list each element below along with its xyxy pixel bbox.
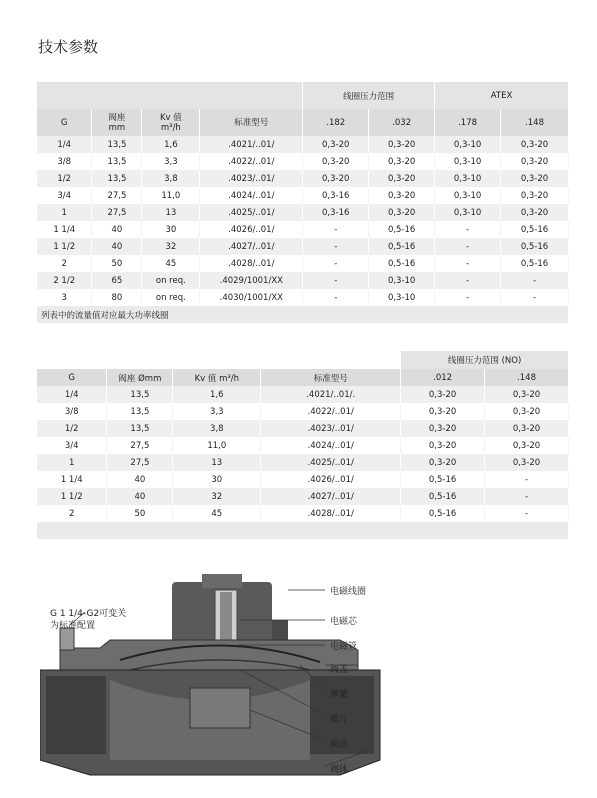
table-cell: .4022/..01/ bbox=[261, 403, 401, 420]
table-cell: 1,6 bbox=[173, 386, 261, 403]
table-cell: - bbox=[303, 289, 369, 306]
t1-header-5: .032 bbox=[369, 109, 435, 136]
technical-table-no bbox=[37, 351, 569, 539]
table-row bbox=[37, 153, 569, 170]
table-cell: 40 bbox=[107, 488, 173, 505]
table-cell: 27,5 bbox=[92, 204, 142, 221]
t1-header-1: 阀座 mm bbox=[92, 109, 142, 136]
table-cell: - bbox=[303, 221, 369, 238]
table-cell: 3/4 bbox=[37, 187, 92, 204]
table-cell: .4024/..01/ bbox=[200, 187, 303, 204]
table-cell: 11,0 bbox=[173, 437, 261, 454]
table-cell: 40 bbox=[92, 238, 142, 255]
table-cell: 0,3-20 bbox=[501, 136, 569, 153]
t2-header-2: Kv 值 m³/h bbox=[173, 369, 261, 386]
diagram-note-line2: 为标准配置 bbox=[50, 621, 96, 631]
table-cell: - bbox=[303, 255, 369, 272]
t1-header-6: .178 bbox=[435, 109, 501, 136]
technical-table-nc bbox=[37, 82, 569, 323]
label-spring: 弹簧 bbox=[330, 690, 349, 700]
table-cell: - bbox=[501, 289, 569, 306]
table-note: 列表中的流量值对应最大功率线圈 bbox=[37, 306, 569, 323]
table-cell: 50 bbox=[107, 505, 173, 522]
table-cell: 2 1/2 bbox=[37, 272, 92, 289]
table-cell: on req. bbox=[142, 289, 200, 306]
table-cell: 0,5-16 bbox=[401, 471, 485, 488]
table-cell: 40 bbox=[92, 221, 142, 238]
table-cell: 0,3-20 bbox=[401, 437, 485, 454]
table-row bbox=[37, 221, 569, 238]
table-row bbox=[37, 403, 569, 420]
table-cell: 0,3-16 bbox=[303, 187, 369, 204]
table-cell: .4021/..01/. bbox=[261, 386, 401, 403]
table-cell: 0,5-16 bbox=[369, 221, 435, 238]
table-cell: 0,5-16 bbox=[401, 505, 485, 522]
table-cell: 0,3-20 bbox=[401, 386, 485, 403]
table-cell: - bbox=[435, 221, 501, 238]
table-cell: 40 bbox=[107, 471, 173, 488]
table-cell: 3/8 bbox=[37, 403, 107, 420]
table-row bbox=[37, 272, 569, 289]
table-cell: .4026/..01/ bbox=[200, 221, 303, 238]
table-cell: 0,3-10 bbox=[435, 153, 501, 170]
table-cell: 27,5 bbox=[107, 454, 173, 471]
table-cell: 1/4 bbox=[37, 136, 92, 153]
table-cell: 3,3 bbox=[173, 403, 261, 420]
label-solenoid-coil: 电磁线圈 bbox=[330, 587, 367, 597]
table-cell: 0,3-10 bbox=[435, 170, 501, 187]
table-cell: 0,3-20 bbox=[501, 187, 569, 204]
label-diaphragm: 膜片 bbox=[330, 715, 349, 725]
table-cell: .4028/..01/ bbox=[261, 505, 401, 522]
table-cell: 0,3-20 bbox=[485, 437, 569, 454]
table-row bbox=[37, 255, 569, 272]
table-cell: 3,3 bbox=[142, 153, 200, 170]
table-cell: - bbox=[435, 272, 501, 289]
label-solenoid-tube: 电磁管 bbox=[330, 642, 358, 652]
table-row bbox=[37, 289, 569, 306]
table-cell: .4030/1001/XX bbox=[200, 289, 303, 306]
table-cell: 0,3-20 bbox=[501, 153, 569, 170]
table-cell: .4028/..01/ bbox=[200, 255, 303, 272]
group-header-atex: ATEX bbox=[435, 82, 569, 109]
table-cell: .4022/..01/ bbox=[200, 153, 303, 170]
table-cell: 13 bbox=[142, 204, 200, 221]
table-cell: - bbox=[435, 238, 501, 255]
label-bonnet: 阀盖 bbox=[330, 665, 349, 675]
t1-header-2: Kv 值 m³/h bbox=[142, 109, 200, 136]
table-cell: .4021/..01/ bbox=[200, 136, 303, 153]
table-cell: 1/2 bbox=[37, 170, 92, 187]
table-cell: 2 bbox=[37, 505, 107, 522]
table-row bbox=[37, 187, 569, 204]
table-cell: 0,3-20 bbox=[401, 454, 485, 471]
table-cell: 0,3-20 bbox=[303, 153, 369, 170]
table-row bbox=[37, 386, 569, 403]
table-cell: 1 1/4 bbox=[37, 221, 92, 238]
table-cell: 0,3-20 bbox=[303, 136, 369, 153]
t1-header-4: .182 bbox=[303, 109, 369, 136]
table-footer bbox=[37, 522, 569, 539]
table-cell: 0,3-20 bbox=[369, 187, 435, 204]
table-cell: 1 bbox=[37, 204, 92, 221]
table-cell: - bbox=[435, 289, 501, 306]
table-cell: - bbox=[501, 272, 569, 289]
t2-header-3: 标准型号 bbox=[261, 369, 401, 386]
diagram-note-line1: G 1 1/4-G2可变关 bbox=[50, 609, 127, 619]
table-cell: 3,8 bbox=[173, 420, 261, 437]
table-cell: 13,5 bbox=[92, 153, 142, 170]
table-cell: 32 bbox=[142, 238, 200, 255]
label-valve-body: 阀体 bbox=[330, 765, 349, 775]
table-cell: 0,3-20 bbox=[485, 454, 569, 471]
table-row bbox=[37, 471, 569, 488]
table-cell: 1,6 bbox=[142, 136, 200, 153]
table-cell: 0,3-20 bbox=[485, 386, 569, 403]
table-cell: - bbox=[485, 471, 569, 488]
table-cell: .4023/..01/ bbox=[261, 420, 401, 437]
table-cell: .4025/..01/ bbox=[261, 454, 401, 471]
table-cell: 1 1/2 bbox=[37, 238, 92, 255]
table-cell: .4023/..01/ bbox=[200, 170, 303, 187]
label-valve-seat: 阀座 bbox=[330, 740, 349, 750]
table-row bbox=[37, 454, 569, 471]
table-cell: 13,5 bbox=[92, 136, 142, 153]
table-cell: 2 bbox=[37, 255, 92, 272]
t1-header-7: .148 bbox=[501, 109, 569, 136]
t2-header-4: .012 bbox=[401, 369, 485, 386]
table-cell: .4026/..01/ bbox=[261, 471, 401, 488]
t2-header-0: G bbox=[37, 369, 107, 386]
table-cell: 13,5 bbox=[107, 420, 173, 437]
table-cell: 3 bbox=[37, 289, 92, 306]
table-cell: 13,5 bbox=[92, 170, 142, 187]
table-row bbox=[37, 238, 569, 255]
valve-illustration bbox=[40, 570, 560, 792]
table-cell: 0,5-16 bbox=[501, 221, 569, 238]
table-cell: - bbox=[435, 255, 501, 272]
table-row bbox=[37, 420, 569, 437]
table-cell: - bbox=[303, 238, 369, 255]
group-header-coil-pressure-no: 线圈压力范围 (NO) bbox=[401, 351, 569, 369]
table-cell: 45 bbox=[142, 255, 200, 272]
table-cell: 1/2 bbox=[37, 420, 107, 437]
table-cell: 80 bbox=[92, 289, 142, 306]
table-cell: 30 bbox=[142, 221, 200, 238]
table-cell: 0,3-10 bbox=[435, 187, 501, 204]
table-cell: 0,3-10 bbox=[369, 289, 435, 306]
table-cell: 27,5 bbox=[92, 187, 142, 204]
table-cell: 0,3-20 bbox=[501, 170, 569, 187]
table-cell: 1/4 bbox=[37, 386, 107, 403]
table-cell: 3,8 bbox=[142, 170, 200, 187]
table-cell: 0,3-20 bbox=[485, 420, 569, 437]
table-cell: 50 bbox=[92, 255, 142, 272]
table-cell: 0,5-16 bbox=[401, 488, 485, 505]
table-row bbox=[37, 136, 569, 153]
table-cell: - bbox=[485, 488, 569, 505]
table-cell: 45 bbox=[173, 505, 261, 522]
table-cell: 30 bbox=[173, 471, 261, 488]
table-cell: 0,3-10 bbox=[435, 204, 501, 221]
table-cell: .4024/..01/ bbox=[261, 437, 401, 454]
table-cell: .4029/1001/XX bbox=[200, 272, 303, 289]
table-cell: 0,3-20 bbox=[501, 204, 569, 221]
table-cell: on req. bbox=[142, 272, 200, 289]
table-cell: 0,3-20 bbox=[303, 170, 369, 187]
table-cell: 3/4 bbox=[37, 437, 107, 454]
t2-header-5: .148 bbox=[485, 369, 569, 386]
table-cell: 0,3-20 bbox=[485, 403, 569, 420]
table-cell: 0,3-20 bbox=[369, 170, 435, 187]
table-cell: 0,3-10 bbox=[435, 136, 501, 153]
table-cell: 1 1/4 bbox=[37, 471, 107, 488]
table-cell: 13,5 bbox=[107, 386, 173, 403]
table-cell: 0,3-20 bbox=[369, 204, 435, 221]
table-cell: 0,5-16 bbox=[369, 255, 435, 272]
table-cell: 32 bbox=[173, 488, 261, 505]
table-cell: 27,5 bbox=[107, 437, 173, 454]
table-cell: 0,3-20 bbox=[401, 403, 485, 420]
table-row bbox=[37, 437, 569, 454]
table-cell: 11,0 bbox=[142, 187, 200, 204]
table-cell: 0,3-10 bbox=[369, 272, 435, 289]
table-cell: 13 bbox=[173, 454, 261, 471]
table-cell: 3/8 bbox=[37, 153, 92, 170]
table-cell: 0,5-16 bbox=[369, 238, 435, 255]
t2-header-1: 阀座 Ømm bbox=[107, 369, 173, 386]
table-row bbox=[37, 204, 569, 221]
table-cell: 1 1/2 bbox=[37, 488, 107, 505]
table-cell: 1 bbox=[37, 454, 107, 471]
table-row bbox=[37, 488, 569, 505]
table-cell: 13,5 bbox=[107, 403, 173, 420]
table-row bbox=[37, 505, 569, 522]
table-cell: .4025/..01/ bbox=[200, 204, 303, 221]
page-title: 技术参数 bbox=[38, 38, 99, 56]
table-cell: 0,3-20 bbox=[369, 153, 435, 170]
table-cell: .4027/..01/ bbox=[261, 488, 401, 505]
t1-header-3: 标准型号 bbox=[200, 109, 303, 136]
table-row bbox=[37, 170, 569, 187]
table-cell: - bbox=[485, 505, 569, 522]
table-cell: - bbox=[303, 272, 369, 289]
table-cell: 0,5-16 bbox=[501, 255, 569, 272]
valve-cross-section-diagram bbox=[40, 570, 560, 792]
table-cell: .4027/..01/ bbox=[200, 238, 303, 255]
table-cell: 65 bbox=[92, 272, 142, 289]
group-header-coil-pressure: 线圈压力范围 bbox=[303, 82, 435, 109]
table-cell: 0,3-20 bbox=[401, 420, 485, 437]
t1-header-0: G bbox=[37, 109, 92, 136]
table-cell: 0,3-20 bbox=[369, 136, 435, 153]
table-cell: 0,3-16 bbox=[303, 204, 369, 221]
label-solenoid-core: 电磁芯 bbox=[330, 617, 358, 627]
table-cell: 0,5-16 bbox=[501, 238, 569, 255]
